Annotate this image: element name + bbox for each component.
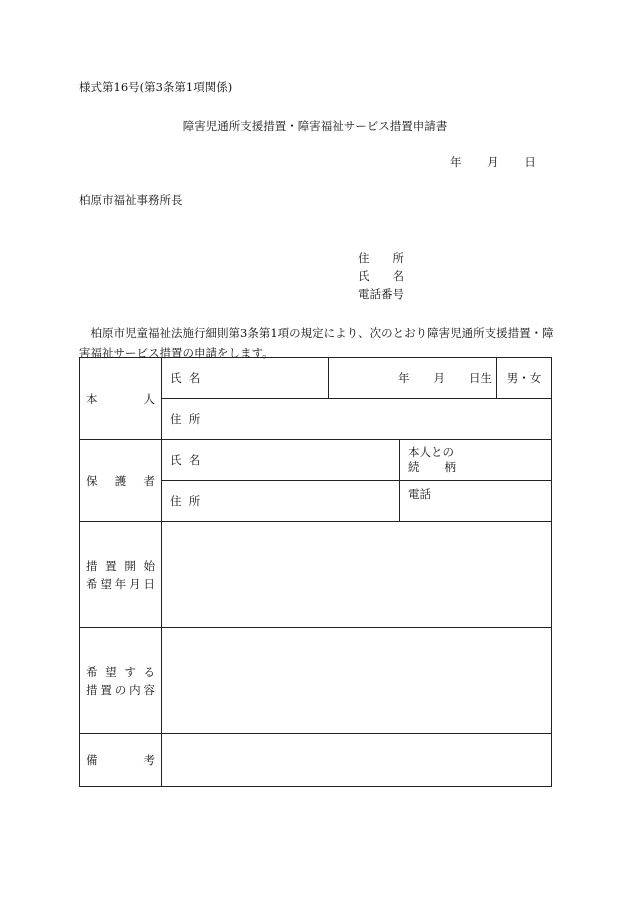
gender-label: 男・女 (506, 371, 542, 385)
body-text: 柏原市児童福祉法施行細則第3条第1項の規定により、次のとおり障害児通所支援措置・障害福祉サービス措置の申請をします。 (79, 326, 554, 360)
person-address-cell[interactable] (162, 399, 552, 440)
birth-day-label: 日生 (469, 371, 492, 385)
person-name-row (80, 358, 552, 399)
applicant-address-label: 住 所 (358, 251, 404, 265)
relation-label-line1: 本人との (408, 445, 454, 459)
applicant-block (358, 249, 404, 303)
date-month-label: 月 (487, 155, 499, 169)
start-date-line2: 希 望 年 月 日 (86, 576, 155, 591)
date-day-label: 日 (524, 155, 536, 169)
person-name-label: 氏 名 (170, 371, 201, 385)
birth-year-label: 年 (398, 371, 410, 385)
guardian-address-cell[interactable] (162, 481, 400, 522)
addressee: 柏原市福祉事務所長 (79, 193, 183, 207)
date-line (450, 157, 536, 169)
form-number: 様式第16号(第3条第1項関係) (79, 80, 233, 94)
relation-label-line2: 続 柄 (408, 460, 456, 474)
person-name-cell[interactable] (162, 358, 329, 399)
remarks-label-cell (80, 734, 162, 787)
desired-measure-input-cell[interactable] (162, 628, 552, 734)
desired-line1: 希 望 す る (86, 664, 155, 679)
start-date-input-cell[interactable] (162, 522, 552, 628)
guardian-name-cell[interactable] (162, 440, 400, 481)
start-date-row (80, 522, 552, 628)
desired-line2: 措 置 の 内 容 (86, 682, 155, 697)
guardian-name-label: 氏 名 (170, 453, 201, 467)
document-title: 障害児通所支援措置・障害福祉サービス措置申請書 (182, 119, 448, 133)
guardian-relation-cell[interactable] (400, 440, 552, 481)
birth-month-label: 月 (433, 371, 445, 385)
remarks-row (80, 734, 552, 787)
person-birthdate-cell[interactable] (329, 358, 497, 399)
guardian-phone-label: 電話 (408, 487, 431, 501)
person-label: 本 人 (86, 391, 155, 406)
guardian-name-row (80, 440, 552, 481)
guardian-phone-cell[interactable] (400, 481, 552, 522)
remarks-label: 備 考 (86, 753, 155, 767)
guardian-label: 保 護 者 (86, 473, 155, 488)
start-date-line1: 措 置 開 始 (86, 558, 155, 573)
desired-measure-row (80, 628, 552, 734)
person-label-cell (80, 358, 162, 440)
applicant-phone-label: 電話番号 (358, 287, 404, 301)
gender-cell[interactable] (497, 358, 552, 399)
remarks-input-cell[interactable] (162, 734, 552, 787)
applicant-name-label: 氏 名 (358, 269, 404, 283)
desired-measure-label-cell (80, 628, 162, 734)
guardian-label-cell (80, 440, 162, 522)
application-table (79, 357, 552, 787)
person-address-label: 住 所 (170, 412, 201, 426)
guardian-address-label: 住 所 (170, 494, 201, 508)
date-year-label: 年 (450, 155, 462, 169)
start-date-label-cell (80, 522, 162, 628)
